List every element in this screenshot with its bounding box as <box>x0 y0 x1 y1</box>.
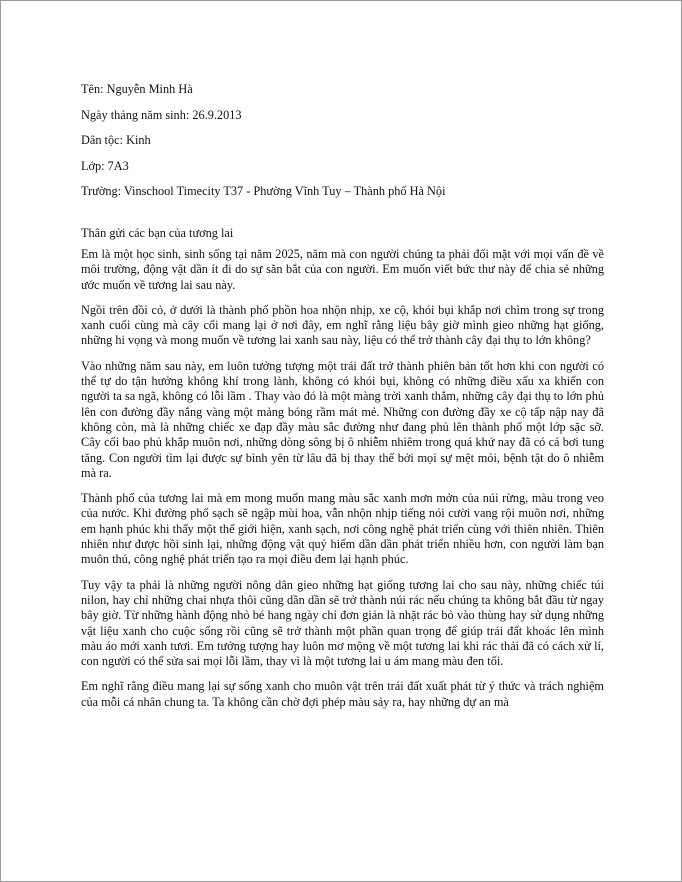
student-class: Lớp: 7A3 <box>81 158 129 173</box>
paragraph-intro: Em là một học sinh, sinh sống tại năm 2025, năm mà con người chúng ta phải đối mặt với mọi vấn đề về môi trường, động vật dần ít đi do sự săn bắt của con người. Em muốn viết bức thư này để chia sẻ những ước muốn về tương lai sau này. <box>81 247 604 292</box>
letter-greeting: Thân gửi các bạn của tương lai <box>81 225 234 240</box>
paragraph-hill: Ngồi trên đồi cỏ, ở dưới là thành phố phồn hoa nhộn nhịp, xe cộ, khói bụi khắp nơi chìm trong sự trong xanh cuối cùng mà cây cối mang lại ở nơi đây, em nghĩ rằng liệu bây giờ mình gieo những hạt giống, những hi vọng và mong muốn về tương lai xanh sau này, liệu có thể trở thành cây đại thụ to lớn không? <box>81 302 604 348</box>
paragraph-responsibility: Em nghĩ rằng điều mang lại sự sống xanh cho muôn vật trên trái đất xuất phát từ ý thức và trách nghiệm của mỗi cá nhân chung ta. Ta không cần chờ đợi phép màu sảy ra, hay những dự an mà <box>81 679 604 709</box>
student-name: Tên: Nguyễn Minh Hà <box>81 82 193 96</box>
student-school: Trường: Vinschool Timecity T37 - Phường Vĩnh Tuy – Thành phố Hà Nội <box>81 184 446 198</box>
paragraph-actions: Tuy vậy ta phải là những người nông dân gieo những hạt giống tương lai cho sau này, những chiếc túi nilon, hay chỉ những chai nhựa thôi cũng dần dần sẽ trở thành núi rác nếu chúng ta không bắt đầu từ ngay bây giờ. Từ những hành động nhỏ bé hang ngày chỉ đơn giản là nhặt rác bỏ vào thùng hay sử dụng những vật liệu xanh cho cuộc sống rồi cũng sẽ trở thành một phần quan trọng để giúp trái đất khoác lên mình màu áo mới xanh tươi. Em tưởng tượng hay luôn mơ mộng về một tương lai khi rác thải đã có cách xử lí, con người có thể sửa sai mọi lỗi lầm, thay vì là một tương lai u ám mang màu đen tối. <box>81 577 604 669</box>
letter-content <box>81 81 604 720</box>
paragraph-future-city: Thành phố của tương lai mà em mong muốn mang màu sắc xanh mơn mởn của núi rừng, màu trong veo của nước. Khi đường phố sạch sẽ ngập mùi hoa, vẫn nhộn nhịp tiếng nói cười vang rội muôn nơi, những em hạnh phúc khi thấy một thế giới hiện, xanh sạch, nơi công nghệ phát triển cùng với thiên nhiên. Thiên nhiên như được hồi sinh lại, những động vật quý hiếm dần dần phát triển nhiều hơn, con người làm bạn muôn thú, công nghệ phát triển tạo ra mọi điều đem lại hạnh phúc. <box>81 491 604 567</box>
paragraph-future-earth: Vào những năm sau này, em luôn tưởng tượng một trái đất trở thành phiên bản tốt hơn khi con người có thể tự do tận hưởng không khí trong lành, không có khói bụi, không có những điều xấu xa khiến con người ta sa ngã, không có lỗi lầm . Thay vào đó là một màng trời xanh thẳm, những cây đại thụ to lớn phủ lên con đường đầy nắng vàng một mảng bóng rầm mát mẻ. Những con đường đầy xe cộ tấp nập nay đã không còn, mà là những chiếc xe đạp đầy màu sắc đường như đang phủ lên thành phố một lớp sặc sỡ. Cây cối bao phủ khắp muôn nơi, những dòng sông bị ô nhiễm nhiêm trong quá khứ nay đã có cá bơi tung tăng. Con người tìm lại được sự bình yên từ lâu đã bị thay thế bởi mọi sự mệt mỏi, bệnh tật do ô nhiễm mà ra. <box>81 358 604 480</box>
student-ethnicity: Dân tộc: Kinh <box>81 133 151 147</box>
student-dob: Ngày tháng năm sinh: 26.9.2013 <box>81 107 242 122</box>
